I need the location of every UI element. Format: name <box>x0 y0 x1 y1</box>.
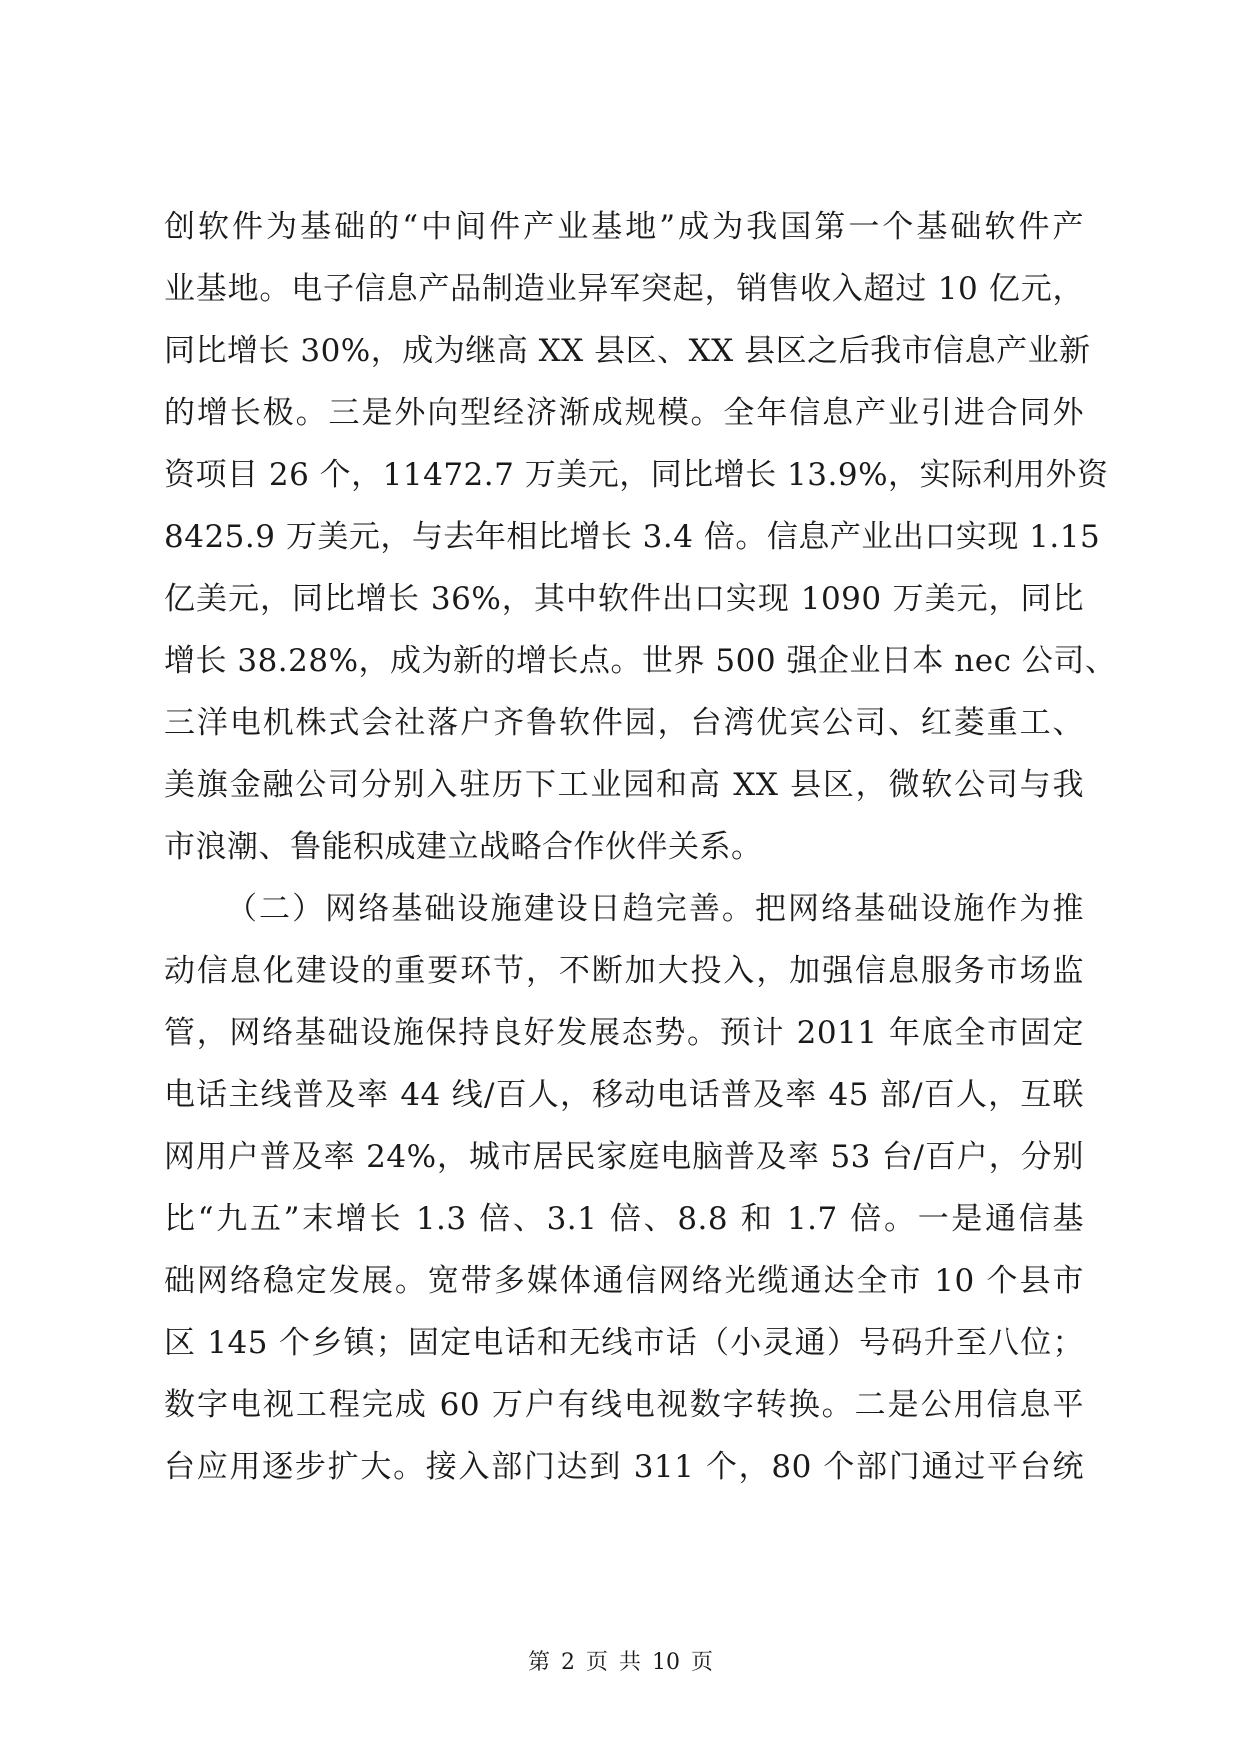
text-line: 创软件为基础的“中间件产业基地”成为我国第一个基础软件产 <box>164 209 1084 245</box>
text-line: 础网络稳定发展。宽带多媒体通信网络光缆通达全市 10 个县市 <box>164 1263 1084 1299</box>
text-line: 增长 38.28%，成为新的增长点。世界 500 强企业日本 nec 公司、 <box>164 643 1117 679</box>
text-line: 台应用逐步扩大。接入部门达到 311 个，80 个部门通过平台统 <box>164 1449 1084 1485</box>
text-line: 的增长极。三是外向型经济渐成规模。全年信息产业引进合同外 <box>164 395 1084 431</box>
text-line: 管，网络基础设施保持良好发展态势。预计 2011 年底全市固定 <box>164 1015 1084 1051</box>
text-line: 资项目 26 个，11472.7 万美元，同比增长 13.9%，实际利用外资 <box>164 457 1109 493</box>
text-line: 市浪潮、鲁能积成建立战略合作伙伴关系。 <box>164 829 763 865</box>
text-line: 亿美元，同比增长 36%，其中软件出口实现 1090 万美元，同比 <box>164 581 1084 617</box>
text-line: 同比增长 30%，成为继高 XX 县区、XX 县区之后我市信息产业新 <box>164 333 1091 369</box>
text-line: 美旗金融公司分别入驻历下工业园和高 XX 县区，微软公司与我 <box>164 767 1084 803</box>
text-line: 数字电视工程完成 60 万户有线电视数字转换。二是公用信息平 <box>164 1387 1084 1423</box>
text-line: 三洋电机株式会社落户齐鲁软件园，台湾优宾公司、红菱重工、 <box>164 705 1084 741</box>
page-number-footer: 第 2 页 共 10 页 <box>528 1650 713 1675</box>
text-line: 网用户普及率 24%，城市居民家庭电脑普及率 53 台/百户，分别 <box>164 1139 1084 1175</box>
text-line: 业基地。电子信息产品制造业异军突起，销售收入超过 10 亿元， <box>164 271 1084 307</box>
text-line: 比“九五”末增长 1.3 倍、3.1 倍、8.8 和 1.7 倍。一是通信基 <box>164 1201 1084 1237</box>
text-line: 电话主线普及率 44 线/百人，移动电话普及率 45 部/百人，互联 <box>164 1077 1084 1113</box>
text-line: 8425.9 万美元，与去年相比增长 3.4 倍。信息产业出口实现 1.15 <box>164 519 1101 555</box>
text-line: 区 145 个乡镇；固定电话和无线市话（小灵通）号码升至八位； <box>164 1325 1084 1361</box>
text-line: 动信息化建设的重要环节，不断加大投入，加强信息服务市场监 <box>164 953 1084 989</box>
body-text <box>164 196 1117 1498</box>
section-heading-line: （二）网络基础设施建设日趋完善。把网络基础设施作为推 <box>226 891 1084 927</box>
